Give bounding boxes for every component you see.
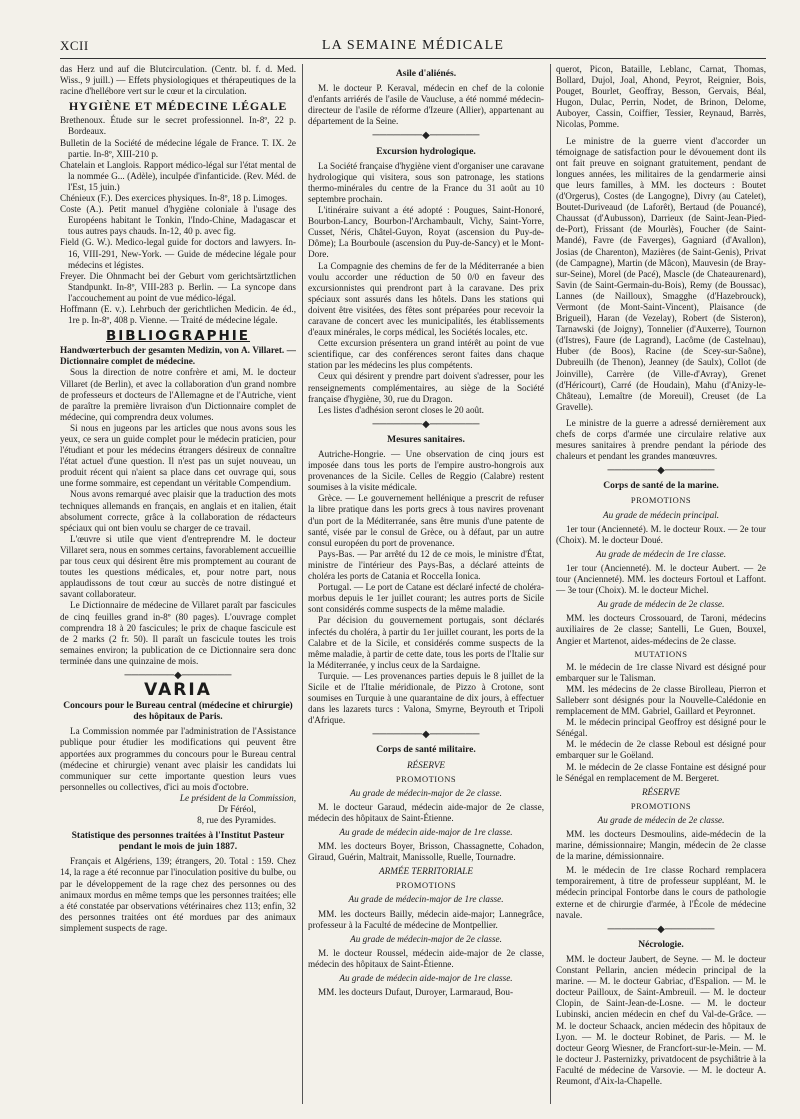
grade-heading: Au grade de médecin-major de 2e classe. bbox=[350, 933, 502, 944]
section-separator: ───────◆─────── bbox=[372, 130, 480, 142]
paragraph: Le ministre de la guerre vient d'accorder un témoignage de satisfaction pour le dévouement dont ils ont fait preuve en soignant gratuitement, pendant de longues années, les militaires de la gendarmerie ainsi que leurs familles, à MM. les docteurs : Boutet (d'Orgerus), Costes (de Langogne), Divry (au Catelet), Boutet-Duriveaud (de Laforêt), Bertaud (de Pouancé), Chaussat (d'Aubusson), Darrieux (de Saint-Jean-Pied-de-Port), Frissant (de Mourlès), Foucher (de Saint-Mandé), Favre (de Faverges), Gagniard (d'Avallon), Josias (de Charenton), Mazières (de Saint-Genis), Privat (de Campagne), Martin (de Mâcon), Mauvesin (de Bray-sur-Seine), Morel (de Pacé), Mascle (de Chateaurenard), Savin (de Saint-Germain-du-Bois), Remy (de Boussac), Lannes (de Nailloux), Smagghe (d'Hazebrouck), Vermont (de Mont-Saint-Vincent), Plaisance (de Brigueil), Haran (de Vezelay), Robert (de Sisteron), Tarnawski (de Joigny), Tonnelier (d'Auxerre), Tournon (d'Istres), Faure (de Lagrand), Lacôme (de Castelnau), Huber (de Boos), Racine (de Scey-sur-Saône), Dubreuilh (de Thenon), Jeanney (de Saulx), Collot (de Joinville), Carrère (de Ville-d'Avray), Grenet (d'Héricourt), Carré (de Houdain), Mahu (d'Anizy-le-Château), Lemaître (de Moreuil), Creuset (de La Gravelle). bbox=[556, 135, 766, 412]
section-heading-varia: VARIA bbox=[144, 680, 212, 701]
paragraph: Le Dictionnaire de médecine de Villaret paraît par fascicules de cinq feuilles grand in-8º (80 pages). L'ouvrage complet comprendra 18 à 20 fascicules; le prix de chaque fascicule est de 2 marks (2 fr. 50). Il paraît un fascicule toutes les trois semaines environ; la publication de ce Dictionnaire sera donc terminée dans une quinzaine de mois. bbox=[60, 600, 296, 666]
paragraph: M. le docteur Roussel, médecin aide-major de 2e classe, médecin des hôpitaux de Saint-Étienne. bbox=[308, 947, 544, 969]
paragraph: Ceux qui désirent y prendre part doivent s'adresser, pour les renseignements complémentaires, au siège de la Société française d'hygiène, 30, rue du Dragon. bbox=[308, 371, 544, 404]
paragraph: M. le docteur P. Keraval, médecin en chef de la colonie d'enfants arriérés de l'asile de Vaucluse, a été nommé médecin-directeur de l'asile de réforme d'Izeure (Allier), appartenant au département de la Seine. bbox=[308, 83, 544, 127]
journal-title: LA SEMAINE MÉDICALE bbox=[321, 38, 505, 53]
grade-heading: Au grade de médecin principal. bbox=[602, 509, 720, 520]
section-separator: ───────◆─────── bbox=[372, 418, 480, 430]
grade-heading: Au grade de médecin-major de 2e classe. bbox=[350, 787, 502, 798]
column-divider bbox=[302, 64, 303, 1104]
paragraph: MM. les docteurs Desmoulins, aide-médecin de la marine, démissionnaire; Mangin, médecin de 2e classe de la marine, démissionnaire. bbox=[556, 829, 766, 862]
paragraph: das Herz und auf die Blutcirculation. (Centr. bl. f. d. Med. Wiss., 9 juill.) — Effets physiologiques et thérapeutiques de la racine d'hellébore vert sur le cœur et la circulation. bbox=[60, 64, 296, 97]
paragraph: M. le médecin de 1re classe Rochard remplacera temporairement, à titre de professeur suppléant, M. le médecin principal Fontorbe dans le cours de pathologie externe et de chirurgie d'armée, à l'École de médecine navale. bbox=[556, 865, 766, 920]
column-divider bbox=[550, 64, 551, 1104]
page-number: XCII bbox=[60, 38, 89, 53]
paragraph: Pays-Bas. — Par arrêté du 12 de ce mois, le ministre d'État, ministre de l'intérieur des Pays-Bas, a déclaré atteints de choléra les ports de Catania et Roccella Ionica. bbox=[308, 548, 544, 582]
paragraph: M. le médecin de 2e classe Reboul est désigné pour embarquer sur le Goëland. bbox=[556, 739, 766, 761]
subsection-label: PROMOTIONS bbox=[395, 880, 457, 891]
column-middle bbox=[308, 64, 544, 1104]
paragraph: La Société française d'hygiène vient d'organiser une caravane hydrologique qui visitera, sous son patronage, les stations thermo-minérales du centre de la France du 31 août au 10 septembre prochain. bbox=[308, 160, 544, 204]
section-separator: ───────◆─────── bbox=[607, 923, 715, 935]
paragraph: M. le médecin de 1re classe Nivard est désigné pour embarquer sur le Talisman. bbox=[556, 661, 766, 683]
bibliography-entry: Freyer. Die Ohnmacht bei der Geburt vom gerichtsärtztlichen Standpunkt. In-8º, VIII-283 p. Berlin. — La syncope dans l'accouchement au point de vue médico-légal. bbox=[60, 270, 296, 303]
bibliography-entry: Chénieux (F.). Des exercices physiques. In-8º, 18 p. Limoges. bbox=[60, 193, 288, 204]
bibliography-entry: Bulletin de la Société de médecine légale de France. T. IX. 2e partie. In-8º, XIII-210 p. bbox=[60, 137, 296, 159]
grade-heading: Au grade de médecin aide-major de 1re classe. bbox=[339, 827, 513, 837]
paragraph: Les listes d'adhésion seront closes le 20 août. bbox=[318, 404, 484, 415]
column-left bbox=[60, 64, 296, 1104]
bibliography-entry: Brethenoux. Étude sur le secret professionnel. In-8º, 22 p. Bordeaux. bbox=[60, 115, 296, 137]
paragraph: La Compagnie des chemins de fer de la Méditerranée a bien voulu accorder une réduction de 50 0/0 en faveur des excursionnistes qui prendront part à la caravane. Des prix spéciaux sont assurés dans les hôtels. Dans les stations qui doivent être visitées, des fêtes sont préparées pour recevoir la caravane de concert avec les municipalités, les établissements d'eaux minérales, le corps médical, les Sociétés locales, etc. bbox=[308, 260, 544, 338]
subsection-label: PROMOTIONS bbox=[630, 800, 692, 811]
subsection-label: RÉSERVE bbox=[641, 786, 681, 797]
subsection-label: PROMOTIONS bbox=[395, 773, 457, 784]
paragraph: Portugal. — Le port de Catane est déclaré infecté de choléra-morbus depuis le 1er juillet courant; les autres ports de Sicile sont considérés comme suspects de la même maladie. bbox=[308, 582, 544, 615]
paragraph: Nous avons remarqué avec plaisir que la traduction des mots techniques allemands en français, en anglais et en italien, était absolument correcte, grâce à la collaboration de rédacteurs spéciaux qui ont bien voulu se charger de ce travail. bbox=[60, 489, 296, 533]
bibliography-entry: Chatelain et Langlois. Rapport médico-légal sur l'état mental de la nommée G... (Adèle), inculpée d'infanticide. (Rev. Méd. de l'Est, 15 juin.) bbox=[60, 159, 296, 192]
article-title: Asile d'aliénés. bbox=[395, 69, 457, 79]
subsection-label: MUTATIONS bbox=[634, 648, 688, 659]
grade-heading: Au grade de médecin de 2e classe. bbox=[597, 814, 725, 825]
paragraph: 1er tour (Ancienneté). M. le docteur Roux. — 2e tour (Choix). M. le docteur Doué. bbox=[556, 523, 766, 545]
paragraph: MM. les docteurs Bailly, médecin aide-major; Lannegrâce, professeur à la Faculté de médecine de Montpellier. bbox=[308, 908, 544, 930]
paragraph: L'itinéraire suivant a été adopté : Pougues, Saint-Honoré, Bourbon-Lancy, Bourbon-l'Archambault, Vichy, Saint-Yorre, Cusset, Néris, Châtel-Guyon, Royat (ascension du Puy-de-Dôme); La Bourboule (ascension du Puy-de-Sancy) et le Mont-Dore. bbox=[308, 205, 544, 260]
paragraph: La Commission nommée par l'administration de l'Assistance publique pour étudier les modifications qui peuvent être apportées aux programmes du concours pour le Bureau central (médecine et chirurgie) venant avec plaisir les candidats lui communiquer sur cette importante question leurs vues personnelles ou collectives, d'ici au mois d'octobre. bbox=[60, 726, 296, 792]
bibliography-entry: Hoffmann (E. v.). Lehrbuch der gerichtlichen Medicin. 4e éd., 1re p. In-8º, 408 p. Vienne. — Traité de médecine légale. bbox=[60, 303, 296, 326]
signature-line: Le président de la Commission, bbox=[179, 792, 296, 803]
section-separator: ───────◆─────── bbox=[607, 465, 715, 477]
paragraph: M. le médecin de 2e classe Fontaine est désigné pour le Sénégal en remplacement de M. Bergeret. bbox=[556, 761, 766, 783]
paragraph: MM. les médecins de 2e classe Birolleau, Pierron et Salleberr sont désignés pour la Nouvelle-Calédonie en remplacement de MM. Gabriel, Gaillard et Peyronnet. bbox=[556, 683, 766, 717]
article-title: Concours pour le Bureau central (médecine et chirurgie) des hôpitaux de Paris. bbox=[63, 701, 293, 723]
subsection-label: PROMOTIONS bbox=[630, 495, 692, 506]
paragraph: MM. le docteur Jaubert, de Seyne. — M. le docteur Constant Pellarin, ancien médecin principal de la marine. — M. le docteur Gabriac, d'Espalion. — M. le docteur Pailloux, de Saint-Ambreuil. — M. le docteur Clopin, de Saint-Jean-de-Losne. — M. le docteur Lubinski, ancien médecin en chef du Val-de-Grâce. — M. le docteur Schaack, ancien médecin des hôpitaux de Lyon. — M. le docteur Robinet, de Paris. — M. le docteur Georg Wiesner, de Francfort-sur-le-Mein. — M. le docteur J. Pasternizky, privatdocent de psychiâtrie à la Faculté de médecine de Varsovie. — M. le docteur A. Reumont, d'Aix-la-Chapelle. bbox=[556, 953, 766, 1086]
paragraph: Si nous en jugeons par les articles que nous avons sous les yeux, ce sera un guide complet pour le médecin praticien, pour l'étudiant et pour les médecins étrangers désireux de connaître l'état actuel d'une question. Il n'est pas un sujet nouveau, un produit récent qui n'aient sa place dans cet ouvrage qui, sous une forme sommaire, est cependant un véritable Compendium. bbox=[60, 422, 296, 489]
grade-heading: Au grade de médecin de 2e classe. bbox=[597, 599, 725, 610]
column-right bbox=[556, 64, 766, 1104]
signature-name: Dr Féréol, bbox=[218, 804, 256, 814]
article-title: Corps de santé de la marine. bbox=[603, 481, 719, 492]
review-title: Handwœrterbuch der gesamten Medizin, von A. Villaret. — Dictionnaire complet de médecine. bbox=[60, 345, 296, 367]
grade-heading: Au grade de médecin de 1re classe. bbox=[595, 548, 727, 559]
subsection-label: ARMÉE TERRITORIALE bbox=[379, 866, 473, 877]
paragraph: M. le docteur Garaud, médecin aide-major de 2e classe, médecin des hôpitaux de Saint-Étienne. bbox=[308, 801, 544, 823]
section-heading-hygiene: HYGIÈNE ET MÉDECINE LÉGALE bbox=[68, 99, 288, 114]
paragraph: Sous la direction de notre confrère et ami, M. le docteur Villaret (de Berlin), et avec la collaboration d'un grand nombre de professeurs et docteurs de l'Allemagne et de l'Autriche, vient de paraître la première livraison d'un Dictionnaire complet de médecine, qui comprendra deux volumes. bbox=[60, 367, 296, 422]
section-separator: ───────◆─────── bbox=[124, 669, 232, 681]
article-title: Corps de santé militaire. bbox=[376, 745, 476, 756]
header-rule bbox=[60, 58, 766, 59]
paragraph: L'œuvre si utile que vient d'entreprendre M. le docteur Villaret sera, nous en sommes certains, favorablement accueillie par tous ceux qui désirent être mis promptement au courant de toutes les questions médicales, et, pour notre part, nous applaudissons de tout cœur au succès de notre distingué et savant collaborateur. bbox=[60, 533, 296, 600]
paragraph: Le ministre de la guerre a adressé dernièrement aux chefs de corps d'armée une circulaire relative aux mesures sanitaires à prendre pendant la période des chaleurs et pendant les grandes manœuvres. bbox=[556, 417, 766, 462]
paragraph: Turquie. — Les provenances parties depuis le 8 juillet de la Sicile et de l'Italie méridionale, de Pizzo à Crotone, sont soumises en Turquie à une quarantaine de dix jours, à effectuer dans les lazarets turcs : Valona, Smyrne, Beyrouth et Tripoli d'Afrique. bbox=[308, 670, 544, 726]
page-header bbox=[60, 38, 766, 60]
paragraph: querot, Picon, Bataille, Leblanc, Carnat, Thomas, Bollard, Dujol, Joal, Ahond, Peyrot, Reignier, Bois, Pouget, Bourlet, Geoffray, Besson, Gervais, Béal, Hugon, Dulac, Perrin, Nodet, de Brinon, Delome, Auboyer, Cassin, Coiffier, Tessier, Reynaud, Barrès, Nicolas, Pomme. bbox=[556, 64, 766, 130]
subsection-label: RÉSERVE bbox=[406, 759, 446, 770]
paragraph: Grèce. — Le gouvernement hellénique a prescrit de refuser la libre pratique dans les ports grecs à tous navires provenant d'un port de la Méditerranée, sans être munis d'une patente de santé, visée par le consul de Grèce, ou à défaut, par un autre consul européen du port de provenance. bbox=[308, 493, 544, 548]
article-title: Nécrologie. bbox=[638, 939, 684, 950]
paragraph: MM. les docteurs Crossouard, de Taroni, médecins auxiliaires de 2e classe; Santelli, Le Guen, Bouxel, Angier et Martenot, aides-médecins de 2e classe. bbox=[556, 613, 766, 646]
paragraph: Français et Algériens, 139; étrangers, 20. Total : 159. Chez 14, la rage a été reconnue par l'inoculation positive du bulbe, ou par le développement de la rage chez des personnes ou des animaux mordus en même temps que les personnes traitées; elle a été constatée par observations vétérinaires chez 113; enfin, 32 des personnes traitées ont été mordues par des animaux simplement suspects de rage. bbox=[60, 856, 296, 933]
paragraph: MM. les docteurs Dufaut, Duroyer, Larmaraud, Bou- bbox=[318, 987, 514, 998]
paragraph: MM. les docteurs Boyer, Brisson, Chassagnette, Cohadon, Giraud, Guérin, Maltrait, Manissolle, Ruelle, Tournadre. bbox=[308, 841, 544, 863]
article-title: Mesures sanitaires. bbox=[387, 434, 465, 445]
grade-heading: Au grade de médecin-major de 1re classe. bbox=[348, 894, 504, 905]
paragraph: Par décision du gouvernement portugais, sont déclarés infectés du choléra, à partir du 1er juillet courant, les ports de la Calabre et de la Sicile, et considérés comme suspects de la même maladie, à partir de cette date, tous les ports de l'Italie sur la Méditerranée, y inclus ceux de la Sardaigne. bbox=[308, 615, 544, 670]
signature-address: 8, rue des Pyramides. bbox=[197, 815, 276, 826]
bibliography-entry: Coste (A.). Petit manuel d'hygiène coloniale à l'usage des Européens habitant le Tonkin, l'Indo-Chine, Madagascar et tous autres pays chauds. In-12, 40 p. avec fig. bbox=[60, 204, 296, 237]
bibliography-entry: Field (G. W.). Medico-legal guide for doctors and lawyers. In-16, VIII-291, New-York. — Guide de médecine légale pour médecins et légistes. bbox=[60, 237, 296, 270]
paragraph: 1er tour (Ancienneté). M. le docteur Aubert. — 2e tour (Ancienneté). MM. les docteurs Fortoul et Laffont. — 3e tour (Choix). M. le docteur Michel. bbox=[556, 562, 766, 596]
section-heading-bibliographie: BIBLIOGRAPHIE bbox=[105, 328, 251, 345]
article-title: Statistique des personnes traitées à l'Institut Pasteur pendant le mois de juin 1887. bbox=[71, 831, 285, 853]
grade-heading: Au grade de médecin aide-major de 1re classe. bbox=[339, 973, 513, 984]
article-title: Excursion hydrologique. bbox=[376, 146, 476, 157]
paragraph: M. le médecin principal Geoffroy est désigné pour le Sénégal. bbox=[556, 717, 766, 739]
paragraph: Autriche-Hongrie. — Une observation de cinq jours est imposée dans tous les ports de l'empire austro-hongrois aux provenances de la Sicile. Celles de Reggio (Calabre) restent soumises à la visite médicale. bbox=[308, 449, 544, 493]
section-separator: ───────◆─────── bbox=[372, 729, 480, 741]
paragraph: Cette excursion présentera un grand intérêt au point de vue scientifique, car des conférences seront faites dans chaque station par les médecins les plus compétents. bbox=[308, 338, 544, 371]
